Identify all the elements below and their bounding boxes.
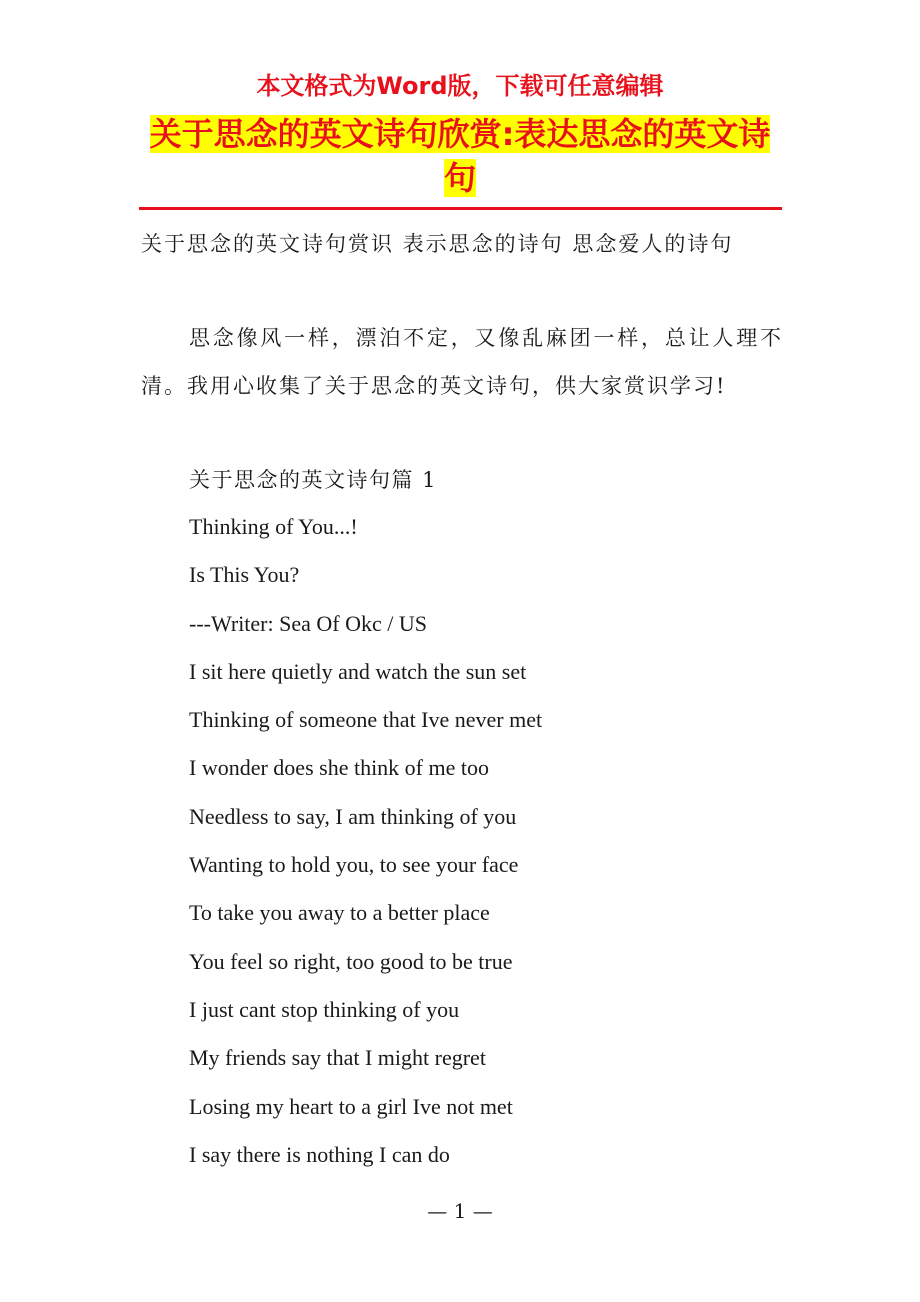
poem-line: My friends say that I might regret [189,1045,486,1071]
poem-line: ---Writer: Sea Of Okc / US [189,610,427,636]
download-notice: 本文格式为Word版，下载可任意编辑 [256,72,664,100]
document-title-text: 关于思念的英文诗句欣赏:表达思念的英文诗句 [149,115,771,197]
poem-line: To take you away to a better place [189,900,490,926]
section-heading: 关于思念的英文诗句篇 1 [189,468,438,492]
intro-keywords: 关于思念的英文诗句赏识 表示思念的诗句 思念爱人的诗句 [141,232,734,256]
poem-line: I wonder does she think of me too [189,755,489,781]
document-title [140,112,780,200]
poem-line: Is This You? [189,562,300,588]
poem-line: Wanting to hold you, to see your face [189,852,519,878]
poem-line: I say there is nothing I can do [189,1141,450,1167]
poem-line: You feel so right, too good to be true [189,948,513,974]
poem-line: Thinking of someone that Ive never met [189,707,543,733]
poem [189,506,542,1182]
page-number: — 1 — [427,1199,493,1223]
poem-line: I sit here quietly and watch the sun set [189,658,527,684]
poem-line: Losing my heart to a girl Ive not met [189,1093,513,1119]
poem-line: Thinking of You...! [189,514,358,539]
intro-paragraph: 思念像风一样，漂泊不定，又像乱麻团一样，总让人理不清。我用心收集了关于思念的英文诗句，供大家赏识学习! [141,326,783,398]
poem-line: Needless to say, I am thinking of you [189,803,517,829]
title-divider [139,207,782,210]
poem-line: I just cant stop thinking of you [189,996,460,1022]
